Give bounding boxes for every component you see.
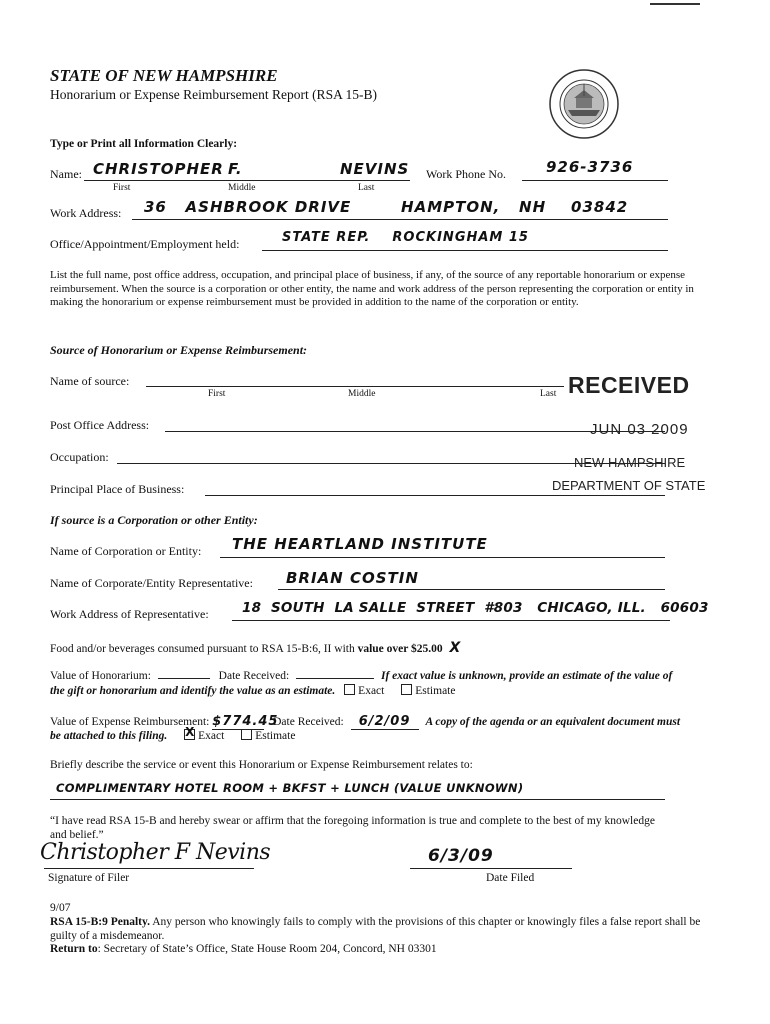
instructions-paragraph: List the full name, post office address, occupation, and principal place of business, if any, of the source of any reportable honorarium or expense reimbursement. When the source is a corporation or other entity, the name and work address of the person representing the corporation or entity in making the honorarium or expense reimbursement must be provided in addition to the name of the corporation or entity. [50,269,694,308]
honorarium-exact-label: Exact [358,685,385,697]
last-name-value: NEVINS [340,160,410,178]
honorarium-value-label: Value of Honorarium: [50,670,151,682]
corp-rep-label: Name of Corporate/Entity Representative: [50,576,253,590]
form-subtitle: Honorarium or Expense Reimbursement Report (RSA 15-B) [50,87,377,102]
honorarium-estimate-checkbox[interactable] [401,684,412,695]
corp-addr-value: 18 SOUTH LA SALLE STREET #803 CHICAGO, ILL. 60603 [242,600,709,616]
expense-exact-checkbox[interactable] [184,729,195,740]
work-address-value: 36 ASHBROOK DRIVE HAMPTON, NH 03842 [144,198,629,216]
service-value: COMPLIMENTARY HOTEL ROOM + BKFST + LUNCH (VALUE UNKNOWN) [56,781,524,795]
expense-date: 6/2/09 [351,714,419,730]
expense-value-label: Value of Expense Reimbursement: [50,716,210,728]
stamp-line1: NEW HAMPSHIRE [574,455,686,470]
honorarium-line2 [50,684,455,697]
honorarium-line1 [50,670,672,682]
work-address-label: Work Address: [50,206,122,220]
corp-addr-label: Work Address of Representative: [50,607,209,621]
scan-mark [650,0,700,5]
food-text: Food and/or beverages consumed pursuant to RSA 15-B:6, II with [50,643,358,655]
return-label: Return to [50,943,98,955]
phone-value: 926-3736 [546,158,634,176]
oath-text-b: and belief.” [50,829,104,841]
corp-name-label: Name of Corporation or Entity: [50,544,202,558]
expense-line1 [50,714,680,730]
po-address-label: Post Office Address: [50,418,150,432]
principal-place-label: Principal Place of Business: [50,482,185,496]
service-label: Briefly describe the service or event this Honorarium or Expense Reimbursement relates to: [50,759,473,771]
penalty-label: RSA 15-B:9 Penalty. [50,916,150,928]
expense-note-b: be attached to this filing. [50,730,168,742]
penalty-text [50,916,715,943]
expense-exact-label: Exact [198,730,225,742]
food-checkbox[interactable]: X [449,640,462,656]
first-name-value: CHRISTOPHER [93,160,224,178]
honorarium-note-b: the gift or honorarium and identify the value as an estimate. [50,685,336,697]
source-sub-first: First [208,389,226,399]
penalty-body: Any person who knowingly fails to comply with the provisions of this chapter or knowingly files a false report shall be guilty of a misdemeanor. [50,916,701,942]
honorarium-exact-checkbox[interactable] [344,684,355,695]
expense-estimate-label: Estimate [255,730,296,742]
corp-name-value: THE HEARTLAND INSTITUTE [232,535,488,553]
sub-middle: Middle [228,183,256,193]
food-threshold: value over $25.00 [357,643,443,655]
date-filed-label: Date Filed [486,872,535,884]
source-sub-last: Last [540,389,557,399]
middle-name-value: F. [228,160,243,178]
source-sub-middle: Middle [348,389,376,399]
received-date: JUN 03 2009 [590,421,689,438]
return-to [50,943,437,955]
honorarium-date-label: Date Received: [218,670,290,682]
stamp-line2: DEPARTMENT OF STATE [552,478,706,493]
honorarium-estimate-label: Estimate [415,685,456,697]
corp-heading: If source is a Corporation or other Entity: [50,513,258,527]
food-line [50,640,461,656]
expense-value: $774.45 [212,714,279,729]
form-version: 9/07 [50,902,71,914]
expense-line2 [50,729,295,742]
oath-text-a: “I have read RSA 15-B and hereby swear or affirm that the foregoing information is true and complete to the best of my knowledge [50,815,655,827]
expense-note-a: A copy of the agenda or an equivalent document must [425,716,681,728]
sub-last: Last [358,183,375,193]
office-value: STATE REP. ROCKINGHAM 15 [282,230,529,245]
seal-icon [548,68,620,140]
signature: Christopher F Nevins [40,840,271,865]
expense-estimate-checkbox[interactable] [241,729,252,740]
return-body: : Secretary of State’s Office, State House Room 204, Concord, NH 03301 [97,943,437,955]
office-label: Office/Appointment/Employment held: [50,237,240,251]
date-filed-value: 6/3/09 [428,846,494,866]
source-heading: Source of Honorarium or Expense Reimbursement: [50,343,308,357]
occupation-label: Occupation: [50,450,109,464]
expense-date-label: Date Received: [273,716,344,728]
signature-label: Signature of Filer [48,872,130,884]
instructions: Type or Print all Information Clearly: [50,138,238,150]
received-stamp: RECEIVED [568,372,690,398]
corp-rep-value: BRIAN COSTIN [286,569,419,587]
state-seal [548,68,620,140]
phone-label: Work Phone No. [426,167,507,181]
name-label: Name: [50,167,82,181]
state-title: STATE OF NEW HAMPSHIRE [50,66,278,85]
source-name-label: Name of source: [50,374,130,388]
honorarium-note-a: If exact value is unknown, provide an estimate of the value of [380,670,673,682]
sub-first: First [113,183,131,193]
